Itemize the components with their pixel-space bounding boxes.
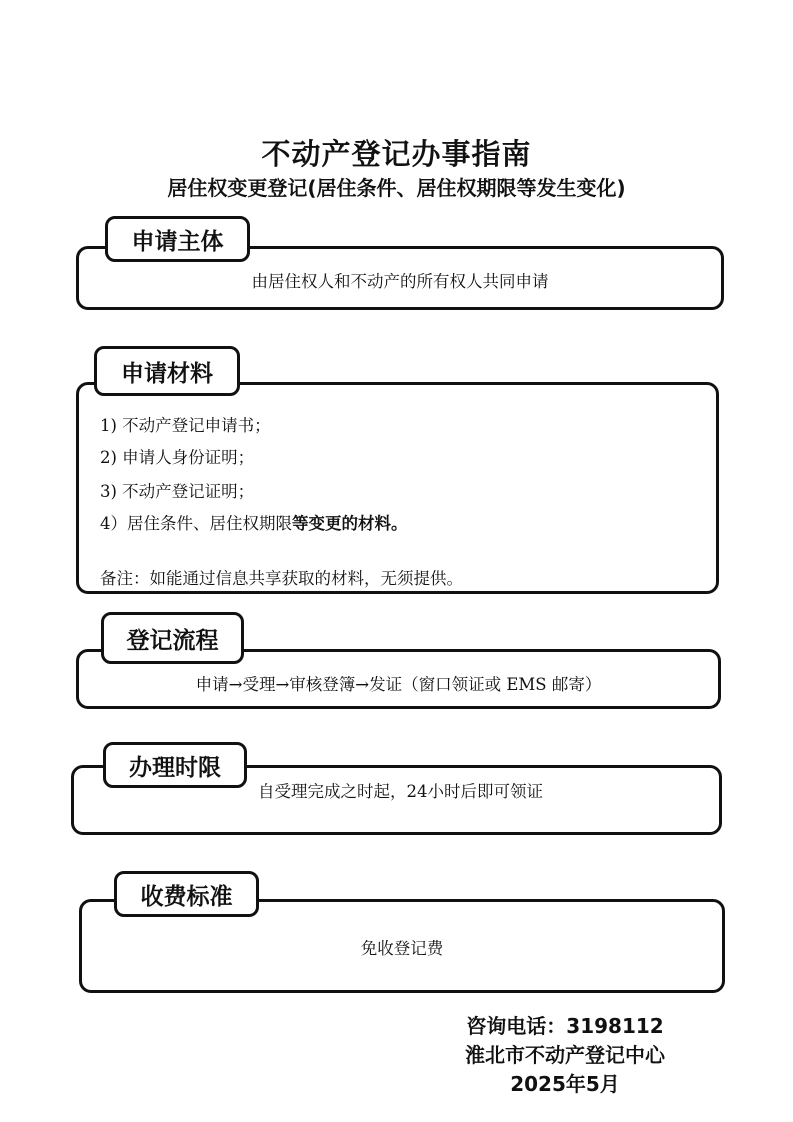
fee-label: 收费标准 [114, 871, 259, 917]
materials-note: 备注：如能通过信息共享获取的材料，无须提供。 [100, 569, 463, 588]
materials-item-1: 1) 不动产登记申请书； [100, 416, 271, 435]
footer-org: 淮北市不动产登记中心 [465, 1043, 665, 1067]
materials-item-3: 3) 不动产登记证明； [100, 482, 255, 501]
process-label: 登记流程 [101, 612, 244, 664]
subject-text: 由居住权人和不动产的所有权人共同申请 [251, 272, 549, 291]
fee-text: 免收登记费 [360, 939, 444, 958]
footer-phone: 咨询电话：3198112 [466, 1014, 664, 1038]
footer-date: 2025年5月 [510, 1072, 620, 1096]
process-text: 申请→受理→审核登簿→发证（窗口领证或 EMS 邮寄） [195, 675, 602, 694]
materials-item-4-normal: 4）居住条件、居住权期限 [100, 514, 292, 533]
materials-label: 申请材料 [94, 346, 240, 396]
materials-item-4 [100, 510, 408, 534]
materials-item-4-bold: 等变更的材料。 [292, 514, 408, 533]
time-limit-label: 办理时限 [103, 742, 247, 788]
page-subtitle: 居住权变更登记(居住条件、居住权期限等发生变化) [167, 176, 626, 200]
subject-label: 申请主体 [105, 216, 250, 262]
page-title: 不动产登记办事指南 [261, 137, 532, 171]
time-limit-text: 自受理完成之时起，24小时后即可领证 [258, 782, 543, 801]
materials-item-2: 2) 申请人身份证明； [100, 448, 255, 467]
